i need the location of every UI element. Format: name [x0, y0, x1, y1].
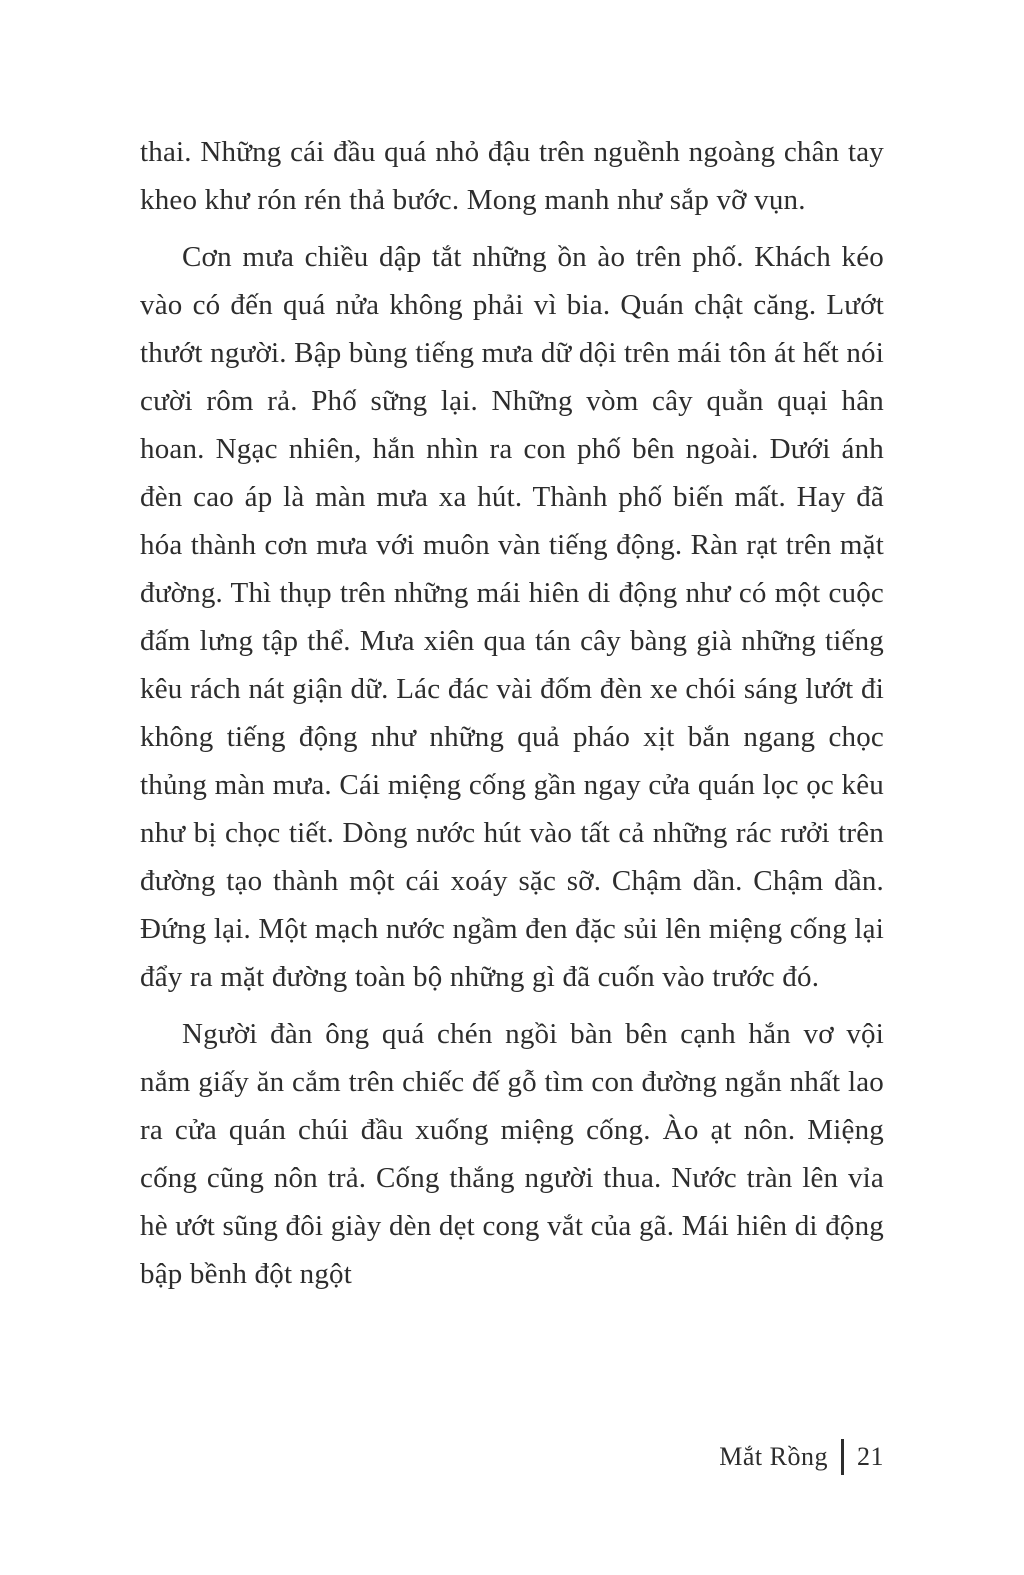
paragraph-continuation: thai. Những cái đầu quá nhỏ đậu trên nguềnh ngoàng chân tay kheo khư rón rén thả bước. Mong manh như sắp vỡ vụn. [140, 136, 884, 216]
paragraph: Cơn mưa chiều dập tắt những ồn ào trên phố. Khách kéo vào có đến quá nửa không phải vì bia. Quán chật căng. Lướt thướt người. Bập bùng tiếng mưa dữ dội trên mái tôn át hết nói cười rôm rả. Phố sững lại. Những vòm cây quằn quại hân hoan. Ngạc nhiên, hắn nhìn ra con phố bên ngoài. Dưới ánh đèn cao áp là màn mưa xa hút. Thành phố biến mất. Hay đã hóa thành cơn mưa với muôn vàn tiếng động. Ràn rạt trên mặt đường. Thì thụp trên những mái hiên di động như có một cuộc đấm lưng tập thể. Mưa xiên qua tán cây bàng già những tiếng kêu rách nát giận dữ. Lác đác vài đốm đèn xe chói sáng lướt đi không tiếng động như những quả pháo xịt bắn ngang chọc thủng màn mưa. Cái miệng cống gần ngay cửa quán lọc ọc kêu như bị chọc tiết. Dòng nước hút vào tất cả những rác rưởi trên đường tạo thành một cái xoáy sặc sỡ. Chậm dần. Chậm dần. Đứng lại. Một mạch nước ngầm đen đặc sủi lên miệng cống lại đẩy ra mặt đường toàn bộ những gì đã cuốn vào trước đó. [140, 241, 884, 993]
page-number: 21 [857, 1442, 884, 1471]
page-footer [719, 1439, 884, 1475]
book-title: Mắt Rồng [719, 1442, 828, 1471]
page-body-text [140, 128, 884, 1307]
paragraph: Người đàn ông quá chén ngồi bàn bên cạnh hắn vơ vội nắm giấy ăn cắm trên chiếc đế gỗ tìm con đường ngắn nhất lao ra cửa quán chúi đầu xuống miệng cống. Ào ạt nôn. Miệng cống cũng nôn trả. Cống thắng người thua. Nước tràn lên vỉa hè ướt sũng đôi giày dèn dẹt cong vắt của gã. Mái hiên di động bập bềnh đột ngột [140, 1018, 884, 1290]
footer-divider [841, 1439, 844, 1475]
